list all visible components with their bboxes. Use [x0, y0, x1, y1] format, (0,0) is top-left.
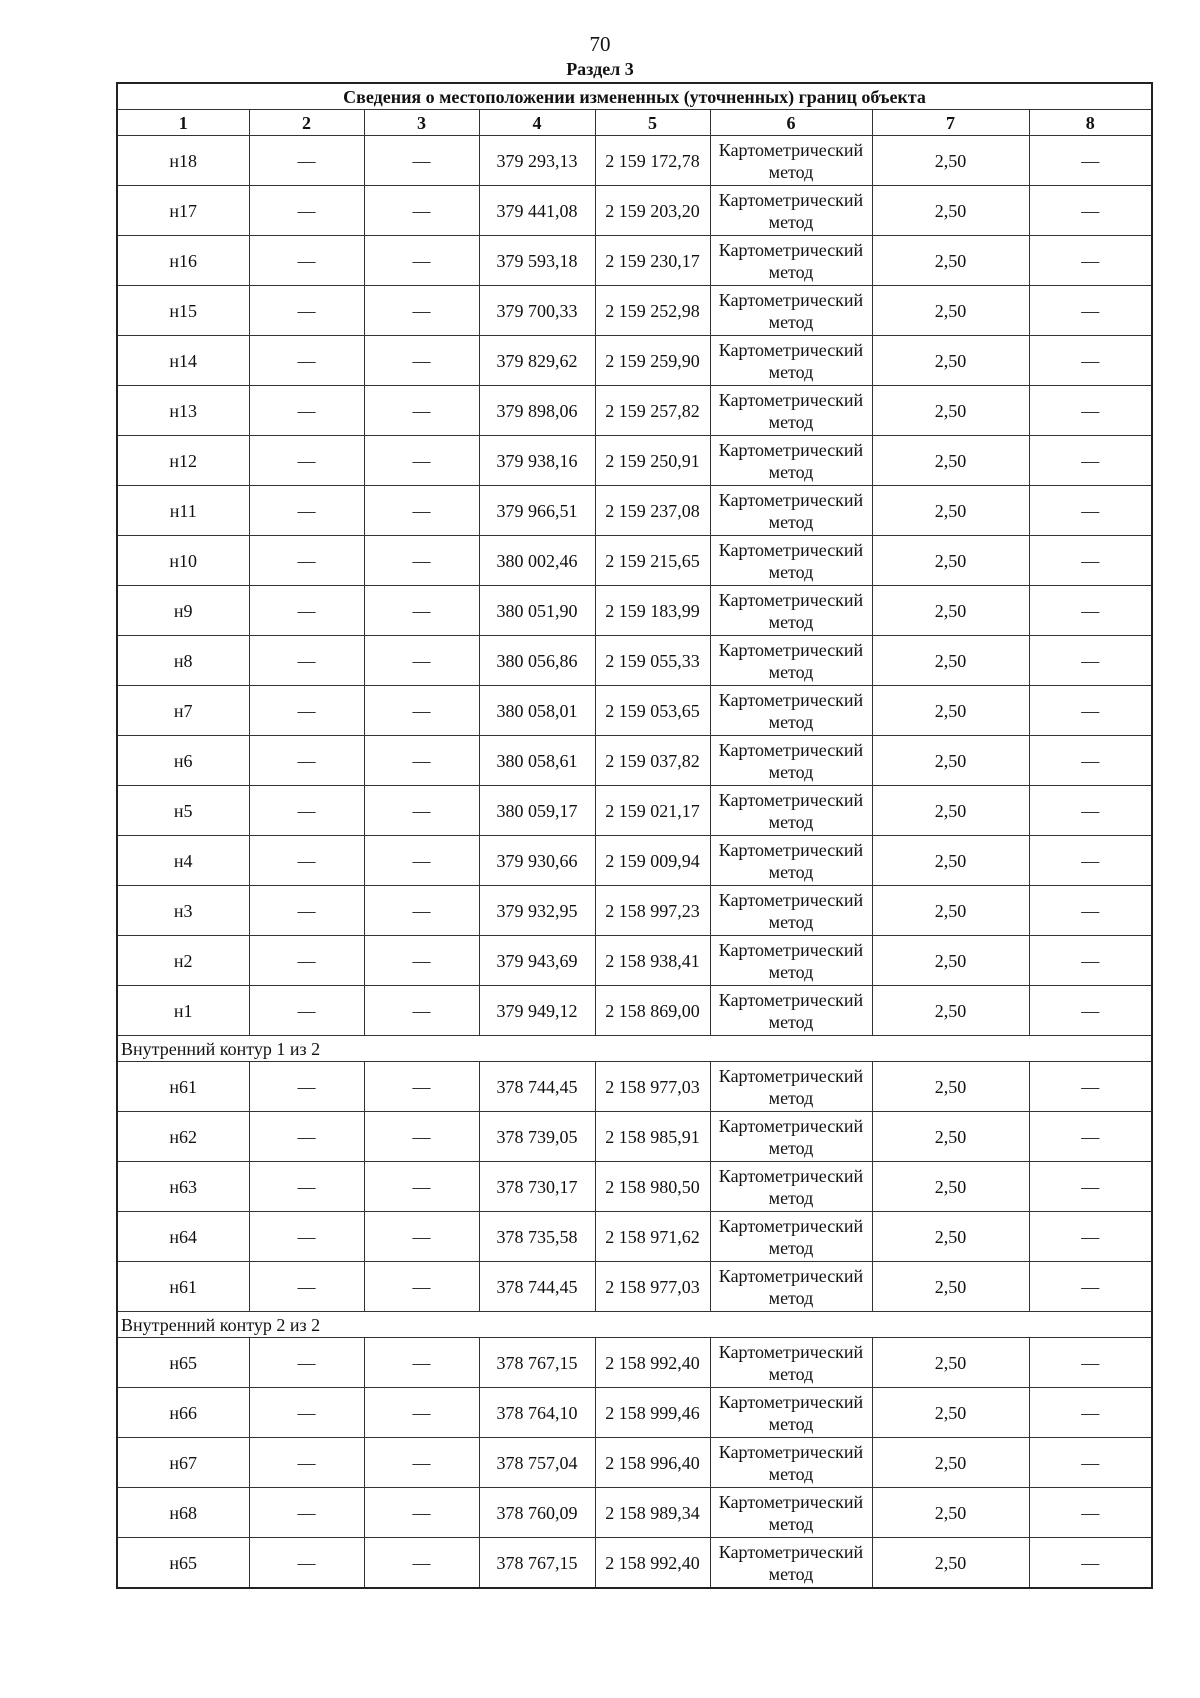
- y-coordinate: 2 158 997,23: [595, 886, 710, 936]
- x-coordinate: 379 898,06: [479, 386, 595, 436]
- column-2-value: —: [249, 786, 364, 836]
- method: Картометрический метод: [710, 586, 872, 636]
- column-8-value: —: [1029, 336, 1152, 386]
- method: Картометрический метод: [710, 1438, 872, 1488]
- column-3-value: —: [364, 1162, 479, 1212]
- table-row: [117, 486, 1152, 536]
- x-coordinate: 380 058,01: [479, 686, 595, 736]
- column-8-value: —: [1029, 1338, 1152, 1388]
- accuracy: 2,50: [872, 786, 1029, 836]
- y-coordinate: 2 159 009,94: [595, 836, 710, 886]
- column-2-value: —: [249, 286, 364, 336]
- point-id: н2: [117, 936, 249, 986]
- table-row: [117, 886, 1152, 936]
- point-id: н11: [117, 486, 249, 536]
- table-row: [117, 1388, 1152, 1438]
- x-coordinate: 378 735,58: [479, 1212, 595, 1262]
- column-2-value: —: [249, 886, 364, 936]
- column-3-value: —: [364, 536, 479, 586]
- column-3-value: —: [364, 986, 479, 1036]
- y-coordinate: 2 159 037,82: [595, 736, 710, 786]
- method: Картометрический метод: [710, 486, 872, 536]
- method: Картометрический метод: [710, 736, 872, 786]
- table-row: [117, 1212, 1152, 1262]
- y-coordinate: 2 158 992,40: [595, 1538, 710, 1589]
- column-number: 2: [249, 110, 364, 136]
- column-2-value: —: [249, 1212, 364, 1262]
- column-2-value: —: [249, 1438, 364, 1488]
- x-coordinate: 380 056,86: [479, 636, 595, 686]
- column-2-value: —: [249, 1262, 364, 1312]
- column-2-value: —: [249, 1388, 364, 1438]
- table-row: [117, 986, 1152, 1036]
- column-8-value: —: [1029, 936, 1152, 986]
- point-id: н5: [117, 786, 249, 836]
- point-id: н18: [117, 136, 249, 186]
- column-2-value: —: [249, 486, 364, 536]
- column-number: 1: [117, 110, 249, 136]
- point-id: н14: [117, 336, 249, 386]
- x-coordinate: 379 943,69: [479, 936, 595, 986]
- point-id: н65: [117, 1338, 249, 1388]
- point-id: н66: [117, 1388, 249, 1438]
- point-id: н6: [117, 736, 249, 786]
- table-row: [117, 436, 1152, 486]
- point-id: н3: [117, 886, 249, 936]
- column-8-value: —: [1029, 1538, 1152, 1589]
- y-coordinate: 2 158 971,62: [595, 1212, 710, 1262]
- point-id: н8: [117, 636, 249, 686]
- y-coordinate: 2 158 977,03: [595, 1062, 710, 1112]
- column-number: 3: [364, 110, 479, 136]
- column-number: 8: [1029, 110, 1152, 136]
- method: Картометрический метод: [710, 1488, 872, 1538]
- column-number: 4: [479, 110, 595, 136]
- point-id: н15: [117, 286, 249, 336]
- column-8-value: —: [1029, 986, 1152, 1036]
- y-coordinate: 2 159 215,65: [595, 536, 710, 586]
- column-3-value: —: [364, 886, 479, 936]
- section-title: Раздел 3: [566, 59, 634, 79]
- table-row: [117, 786, 1152, 836]
- accuracy: 2,50: [872, 986, 1029, 1036]
- column-3-value: —: [364, 636, 479, 686]
- column-8-value: —: [1029, 1388, 1152, 1438]
- y-coordinate: 2 159 203,20: [595, 186, 710, 236]
- x-coordinate: 378 730,17: [479, 1162, 595, 1212]
- column-8-value: —: [1029, 736, 1152, 786]
- column-8-value: —: [1029, 286, 1152, 336]
- method: Картометрический метод: [710, 336, 872, 386]
- table-row: [117, 1338, 1152, 1388]
- method: Картометрический метод: [710, 786, 872, 836]
- column-2-value: —: [249, 336, 364, 386]
- x-coordinate: 379 829,62: [479, 336, 595, 386]
- column-2-value: —: [249, 1338, 364, 1388]
- coordinates-table: [116, 82, 1153, 1589]
- column-8-value: —: [1029, 136, 1152, 186]
- table-row: [117, 1262, 1152, 1312]
- column-8-value: —: [1029, 486, 1152, 536]
- column-8-value: —: [1029, 1438, 1152, 1488]
- x-coordinate: 380 059,17: [479, 786, 595, 836]
- column-8-value: —: [1029, 386, 1152, 436]
- accuracy: 2,50: [872, 386, 1029, 436]
- column-3-value: —: [364, 586, 479, 636]
- x-coordinate: 379 293,13: [479, 136, 595, 186]
- table-row: [117, 936, 1152, 986]
- point-id: н62: [117, 1112, 249, 1162]
- column-3-value: —: [364, 686, 479, 736]
- y-coordinate: 2 158 989,34: [595, 1488, 710, 1538]
- column-2-value: —: [249, 636, 364, 686]
- column-3-value: —: [364, 1212, 479, 1262]
- table-row: [117, 286, 1152, 336]
- column-3-value: —: [364, 736, 479, 786]
- x-coordinate: 379 938,16: [479, 436, 595, 486]
- accuracy: 2,50: [872, 1538, 1029, 1589]
- column-3-value: —: [364, 1488, 479, 1538]
- column-3-value: —: [364, 1338, 479, 1388]
- accuracy: 2,50: [872, 936, 1029, 986]
- point-id: н1: [117, 986, 249, 1036]
- accuracy: 2,50: [872, 536, 1029, 586]
- method: Картометрический метод: [710, 1212, 872, 1262]
- y-coordinate: 2 159 237,08: [595, 486, 710, 536]
- column-3-value: —: [364, 1262, 479, 1312]
- accuracy: 2,50: [872, 236, 1029, 286]
- y-coordinate: 2 159 259,90: [595, 336, 710, 386]
- y-coordinate: 2 158 977,03: [595, 1262, 710, 1312]
- point-id: н12: [117, 436, 249, 486]
- table-row: [117, 736, 1152, 786]
- table-row: [117, 1488, 1152, 1538]
- accuracy: 2,50: [872, 886, 1029, 936]
- y-coordinate: 2 159 183,99: [595, 586, 710, 636]
- method: Картометрический метод: [710, 186, 872, 236]
- column-2-value: —: [249, 1112, 364, 1162]
- point-id: н61: [117, 1062, 249, 1112]
- x-coordinate: 378 760,09: [479, 1488, 595, 1538]
- column-2-value: —: [249, 136, 364, 186]
- x-coordinate: 378 739,05: [479, 1112, 595, 1162]
- point-id: н13: [117, 386, 249, 436]
- column-8-value: —: [1029, 1162, 1152, 1212]
- point-id: н7: [117, 686, 249, 736]
- table-row: [117, 836, 1152, 886]
- accuracy: 2,50: [872, 1062, 1029, 1112]
- accuracy: 2,50: [872, 1488, 1029, 1538]
- method: Картометрический метод: [710, 1062, 872, 1112]
- accuracy: 2,50: [872, 136, 1029, 186]
- accuracy: 2,50: [872, 836, 1029, 886]
- accuracy: 2,50: [872, 436, 1029, 486]
- method: Картометрический метод: [710, 136, 872, 186]
- y-coordinate: 2 158 869,00: [595, 986, 710, 1036]
- column-2-value: —: [249, 436, 364, 486]
- column-2-value: —: [249, 936, 364, 986]
- column-8-value: —: [1029, 186, 1152, 236]
- column-3-value: —: [364, 186, 479, 236]
- column-number: 5: [595, 110, 710, 136]
- accuracy: 2,50: [872, 1388, 1029, 1438]
- y-coordinate: 2 159 257,82: [595, 386, 710, 436]
- x-coordinate: 379 593,18: [479, 236, 595, 286]
- column-2-value: —: [249, 1162, 364, 1212]
- method: Картометрический метод: [710, 1338, 872, 1388]
- x-coordinate: 379 700,33: [479, 286, 595, 336]
- x-coordinate: 379 441,08: [479, 186, 595, 236]
- point-id: н63: [117, 1162, 249, 1212]
- point-id: н16: [117, 236, 249, 286]
- method: Картометрический метод: [710, 1262, 872, 1312]
- x-coordinate: 380 051,90: [479, 586, 595, 636]
- method: Картометрический метод: [710, 886, 872, 936]
- table-row: [117, 1538, 1152, 1589]
- column-3-value: —: [364, 386, 479, 436]
- column-8-value: —: [1029, 536, 1152, 586]
- method: Картометрический метод: [710, 636, 872, 686]
- column-3-value: —: [364, 1438, 479, 1488]
- column-8-value: —: [1029, 1112, 1152, 1162]
- column-8-value: —: [1029, 1488, 1152, 1538]
- column-number: 7: [872, 110, 1029, 136]
- table-row: [117, 186, 1152, 236]
- y-coordinate: 2 158 992,40: [595, 1338, 710, 1388]
- point-id: н17: [117, 186, 249, 236]
- column-2-value: —: [249, 386, 364, 436]
- accuracy: 2,50: [872, 1438, 1029, 1488]
- contour-header-row: [117, 1036, 1152, 1062]
- y-coordinate: 2 158 999,46: [595, 1388, 710, 1438]
- point-id: н4: [117, 836, 249, 886]
- column-2-value: —: [249, 236, 364, 286]
- accuracy: 2,50: [872, 1112, 1029, 1162]
- method: Картометрический метод: [710, 286, 872, 336]
- column-3-value: —: [364, 1112, 479, 1162]
- table-body: [117, 136, 1152, 1589]
- x-coordinate: 379 966,51: [479, 486, 595, 536]
- method: Картометрический метод: [710, 1162, 872, 1212]
- x-coordinate: 378 767,15: [479, 1338, 595, 1388]
- x-coordinate: 380 002,46: [479, 536, 595, 586]
- contour-label: Внутренний контур 1 из 2: [117, 1036, 1152, 1062]
- column-3-value: —: [364, 286, 479, 336]
- x-coordinate: 378 744,45: [479, 1062, 595, 1112]
- accuracy: 2,50: [872, 1338, 1029, 1388]
- table-caption: Сведения о местоположении измененных (уточненных) границ объекта: [117, 83, 1152, 110]
- column-2-value: —: [249, 986, 364, 1036]
- contour-header-row: [117, 1312, 1152, 1338]
- accuracy: 2,50: [872, 636, 1029, 686]
- accuracy: 2,50: [872, 736, 1029, 786]
- table-row: [117, 586, 1152, 636]
- y-coordinate: 2 159 055,33: [595, 636, 710, 686]
- point-id: н61: [117, 1262, 249, 1312]
- column-number-row: [117, 110, 1152, 136]
- column-8-value: —: [1029, 836, 1152, 886]
- column-3-value: —: [364, 1388, 479, 1438]
- column-3-value: —: [364, 236, 479, 286]
- column-2-value: —: [249, 686, 364, 736]
- accuracy: 2,50: [872, 336, 1029, 386]
- column-3-value: —: [364, 1062, 479, 1112]
- column-8-value: —: [1029, 1062, 1152, 1112]
- accuracy: 2,50: [872, 686, 1029, 736]
- column-8-value: —: [1029, 1262, 1152, 1312]
- column-8-value: —: [1029, 586, 1152, 636]
- column-3-value: —: [364, 836, 479, 886]
- method: Картометрический метод: [710, 986, 872, 1036]
- column-2-value: —: [249, 1488, 364, 1538]
- column-8-value: —: [1029, 236, 1152, 286]
- x-coordinate: 378 744,45: [479, 1262, 595, 1312]
- table-row: [117, 636, 1152, 686]
- table-row: [117, 1062, 1152, 1112]
- table-row: [117, 236, 1152, 286]
- column-3-value: —: [364, 786, 479, 836]
- column-2-value: —: [249, 186, 364, 236]
- column-2-value: —: [249, 736, 364, 786]
- column-2-value: —: [249, 586, 364, 636]
- table-row: [117, 336, 1152, 386]
- accuracy: 2,50: [872, 586, 1029, 636]
- column-2-value: —: [249, 836, 364, 886]
- y-coordinate: 2 158 980,50: [595, 1162, 710, 1212]
- column-8-value: —: [1029, 636, 1152, 686]
- method: Картометрический метод: [710, 536, 872, 586]
- point-id: н65: [117, 1538, 249, 1589]
- accuracy: 2,50: [872, 1212, 1029, 1262]
- method: Картометрический метод: [710, 1388, 872, 1438]
- accuracy: 2,50: [872, 1162, 1029, 1212]
- column-3-value: —: [364, 486, 479, 536]
- column-2-value: —: [249, 1538, 364, 1589]
- method: Картометрический метод: [710, 1538, 872, 1589]
- table-row: [117, 386, 1152, 436]
- table-row: [117, 1438, 1152, 1488]
- method: Картометрический метод: [710, 1112, 872, 1162]
- method: Картометрический метод: [710, 936, 872, 986]
- column-8-value: —: [1029, 886, 1152, 936]
- accuracy: 2,50: [872, 486, 1029, 536]
- x-coordinate: 378 767,15: [479, 1538, 595, 1589]
- x-coordinate: 379 930,66: [479, 836, 595, 886]
- column-8-value: —: [1029, 436, 1152, 486]
- accuracy: 2,50: [872, 186, 1029, 236]
- column-3-value: —: [364, 336, 479, 386]
- method: Картометрический метод: [710, 836, 872, 886]
- column-3-value: —: [364, 936, 479, 986]
- column-2-value: —: [249, 1062, 364, 1112]
- x-coordinate: 380 058,61: [479, 736, 595, 786]
- accuracy: 2,50: [872, 286, 1029, 336]
- x-coordinate: 379 932,95: [479, 886, 595, 936]
- y-coordinate: 2 158 996,40: [595, 1438, 710, 1488]
- y-coordinate: 2 159 252,98: [595, 286, 710, 336]
- contour-label: Внутренний контур 2 из 2: [117, 1312, 1152, 1338]
- column-8-value: —: [1029, 786, 1152, 836]
- column-3-value: —: [364, 436, 479, 486]
- y-coordinate: 2 159 230,17: [595, 236, 710, 286]
- table-row: [117, 1162, 1152, 1212]
- table-row: [117, 1112, 1152, 1162]
- column-number: 6: [710, 110, 872, 136]
- y-coordinate: 2 158 938,41: [595, 936, 710, 986]
- y-coordinate: 2 159 053,65: [595, 686, 710, 736]
- x-coordinate: 378 764,10: [479, 1388, 595, 1438]
- method: Картометрический метод: [710, 386, 872, 436]
- y-coordinate: 2 158 985,91: [595, 1112, 710, 1162]
- point-id: н10: [117, 536, 249, 586]
- table-row: [117, 136, 1152, 186]
- column-3-value: —: [364, 1538, 479, 1589]
- x-coordinate: 379 949,12: [479, 986, 595, 1036]
- y-coordinate: 2 159 172,78: [595, 136, 710, 186]
- point-id: н64: [117, 1212, 249, 1262]
- y-coordinate: 2 159 250,91: [595, 436, 710, 486]
- method: Картометрический метод: [710, 686, 872, 736]
- point-id: н9: [117, 586, 249, 636]
- table-row: [117, 686, 1152, 736]
- point-id: н68: [117, 1488, 249, 1538]
- page-number: 70: [589, 32, 611, 56]
- y-coordinate: 2 159 021,17: [595, 786, 710, 836]
- column-8-value: —: [1029, 686, 1152, 736]
- column-2-value: —: [249, 536, 364, 586]
- column-8-value: —: [1029, 1212, 1152, 1262]
- point-id: н67: [117, 1438, 249, 1488]
- table-row: [117, 536, 1152, 586]
- method: Картометрический метод: [710, 436, 872, 486]
- method: Картометрический метод: [710, 236, 872, 286]
- column-3-value: —: [364, 136, 479, 186]
- x-coordinate: 378 757,04: [479, 1438, 595, 1488]
- accuracy: 2,50: [872, 1262, 1029, 1312]
